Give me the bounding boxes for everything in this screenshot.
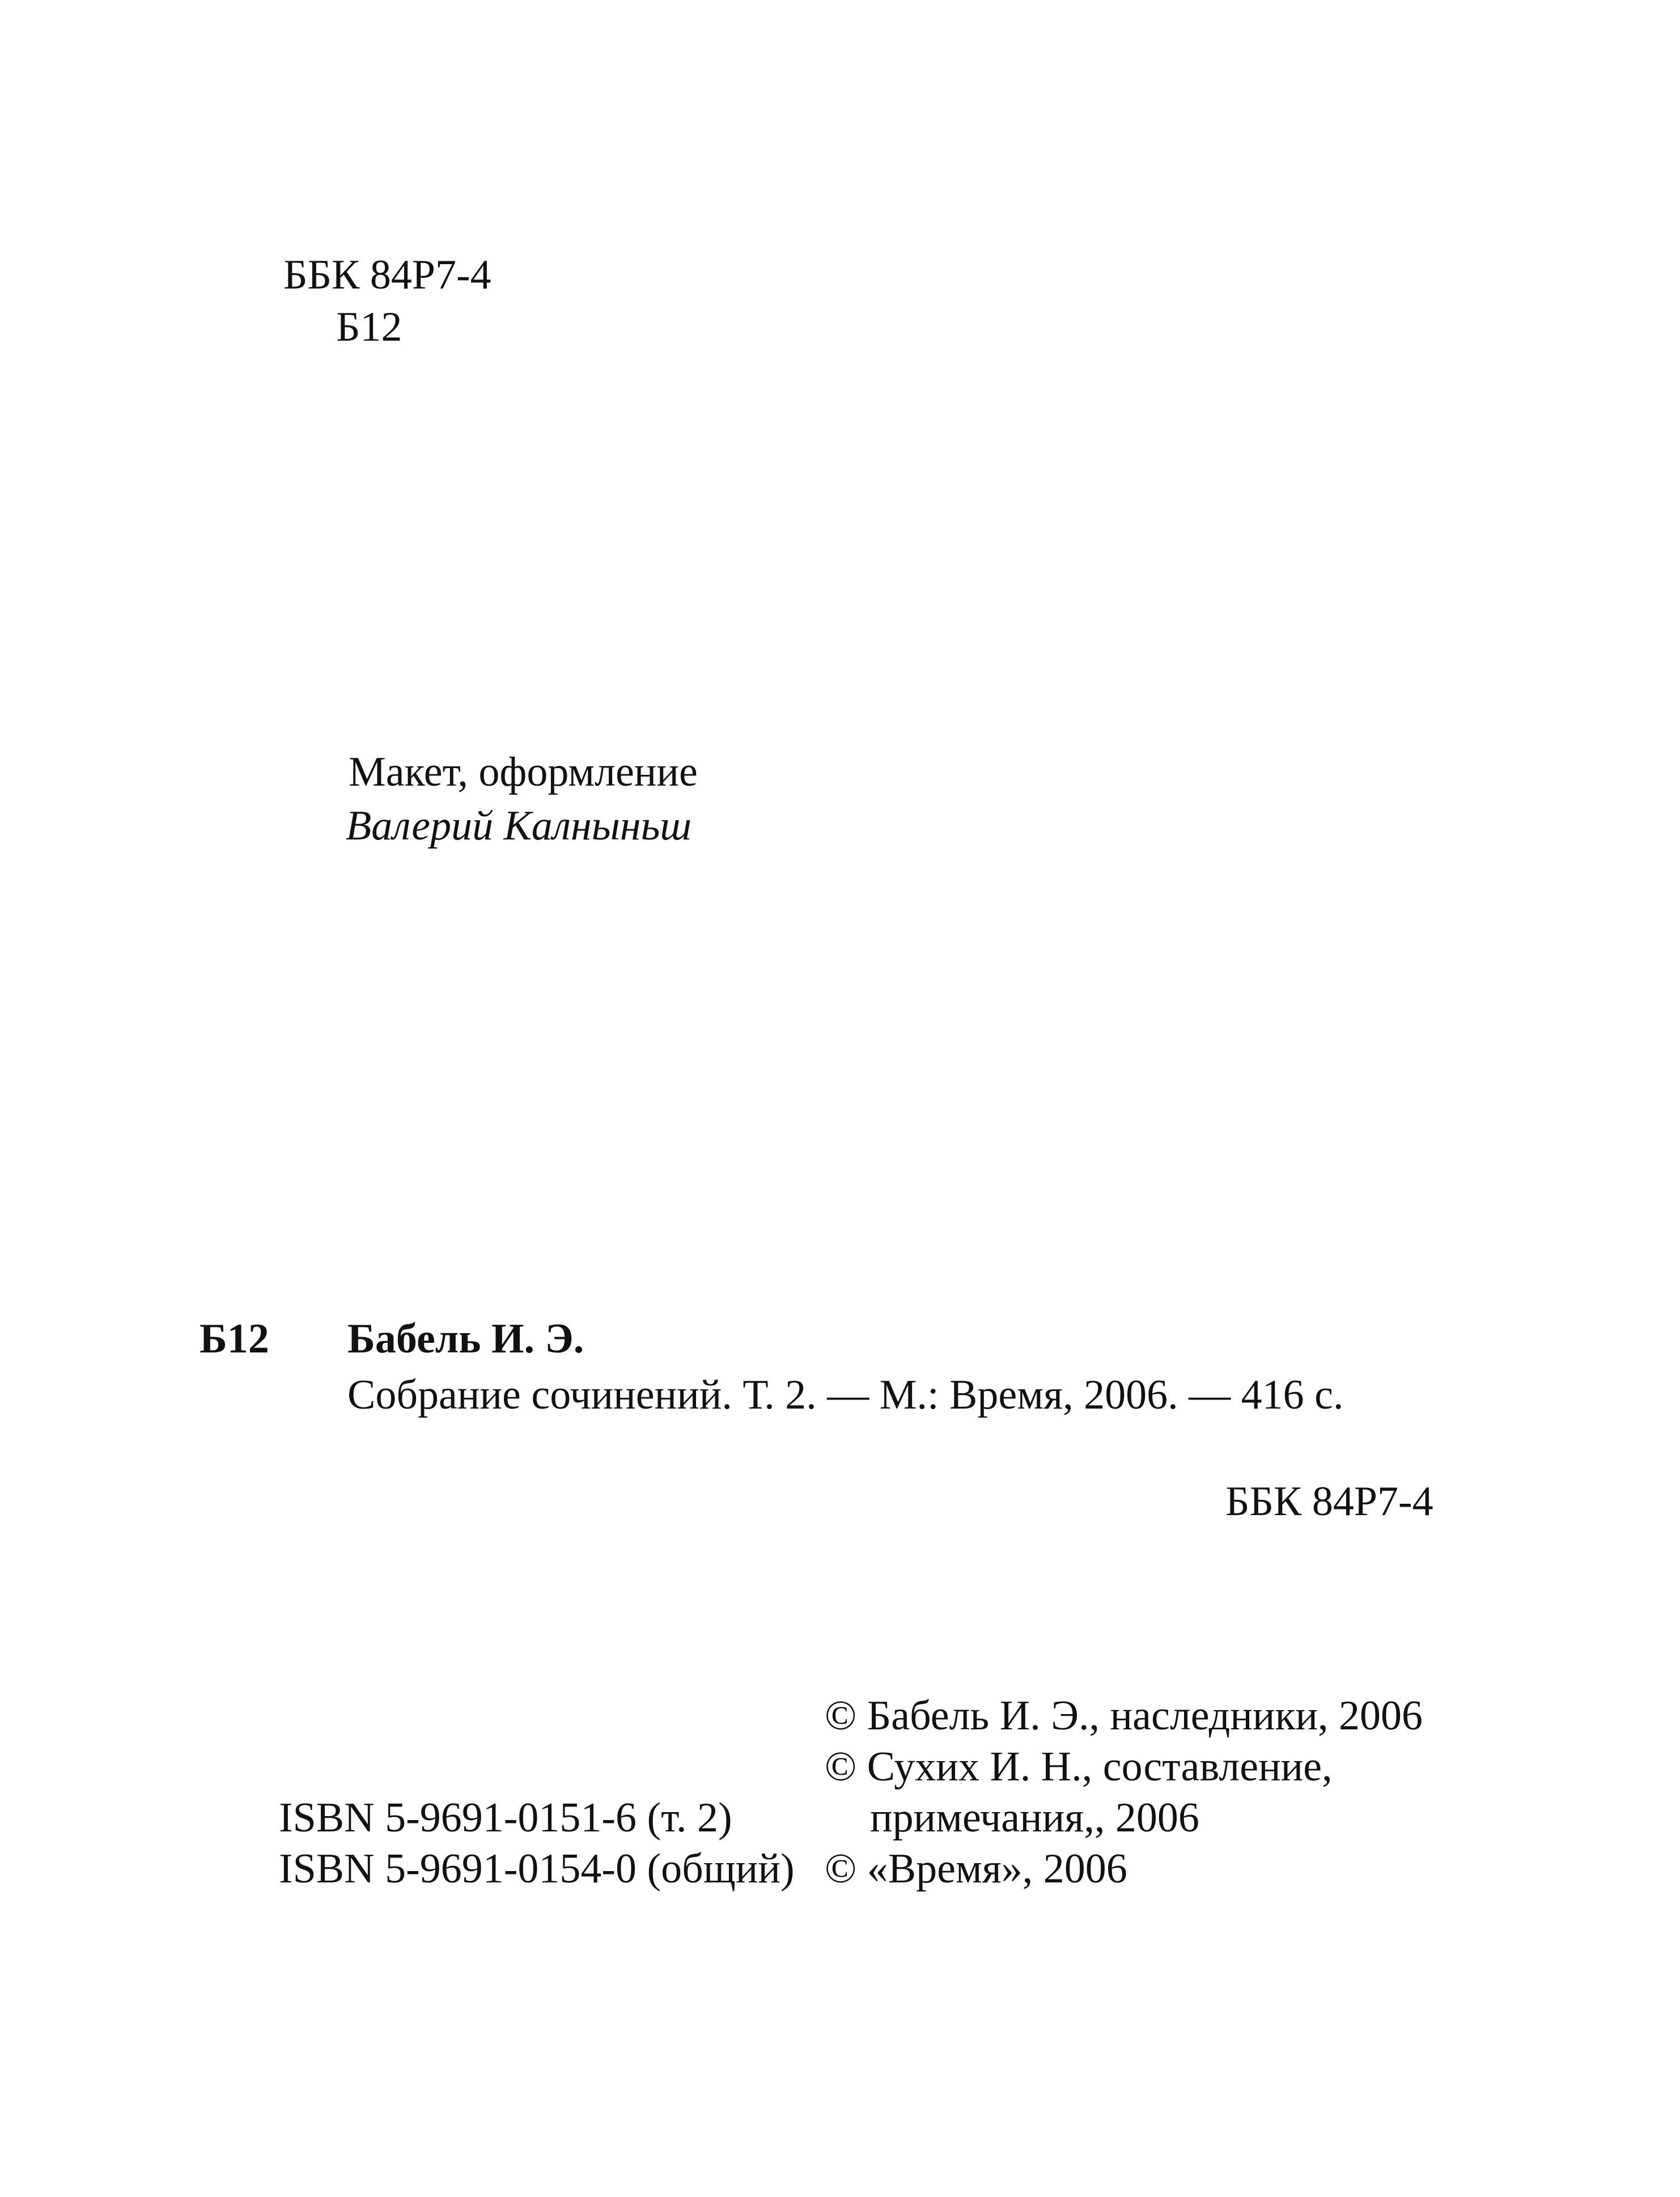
credit-name: Валерий Калныньш — [346, 803, 692, 849]
copyright-line: © Сухих И. Н., составление, — [825, 1744, 1333, 1790]
credit-role: Макет, оформление — [349, 749, 698, 795]
copyright-line: © Бабель И. Э., наследники, 2006 — [825, 1693, 1423, 1739]
catalog-author-mark: Б12 — [200, 1316, 269, 1362]
author-mark: Б12 — [336, 304, 402, 350]
catalog-author: Бабель И. Э. — [347, 1316, 584, 1362]
catalog-bbk-code: ББК 84Р7-4 — [1225, 1478, 1433, 1525]
isbn-set: ISBN 5-9691-0154-0 (общий) — [279, 1846, 795, 1892]
isbn-volume: ISBN 5-9691-0151-6 (т. 2) — [279, 1795, 732, 1841]
copyright-line-continuation: примечания,, 2006 — [870, 1795, 1199, 1841]
catalog-description: Собрание сочинений. Т. 2. — М.: Время, 2006. — 416 с. — [347, 1372, 1344, 1418]
copyright-line: © «Время», 2006 — [825, 1846, 1127, 1892]
bbk-classification-code: ББК 84Р7-4 — [283, 252, 491, 298]
